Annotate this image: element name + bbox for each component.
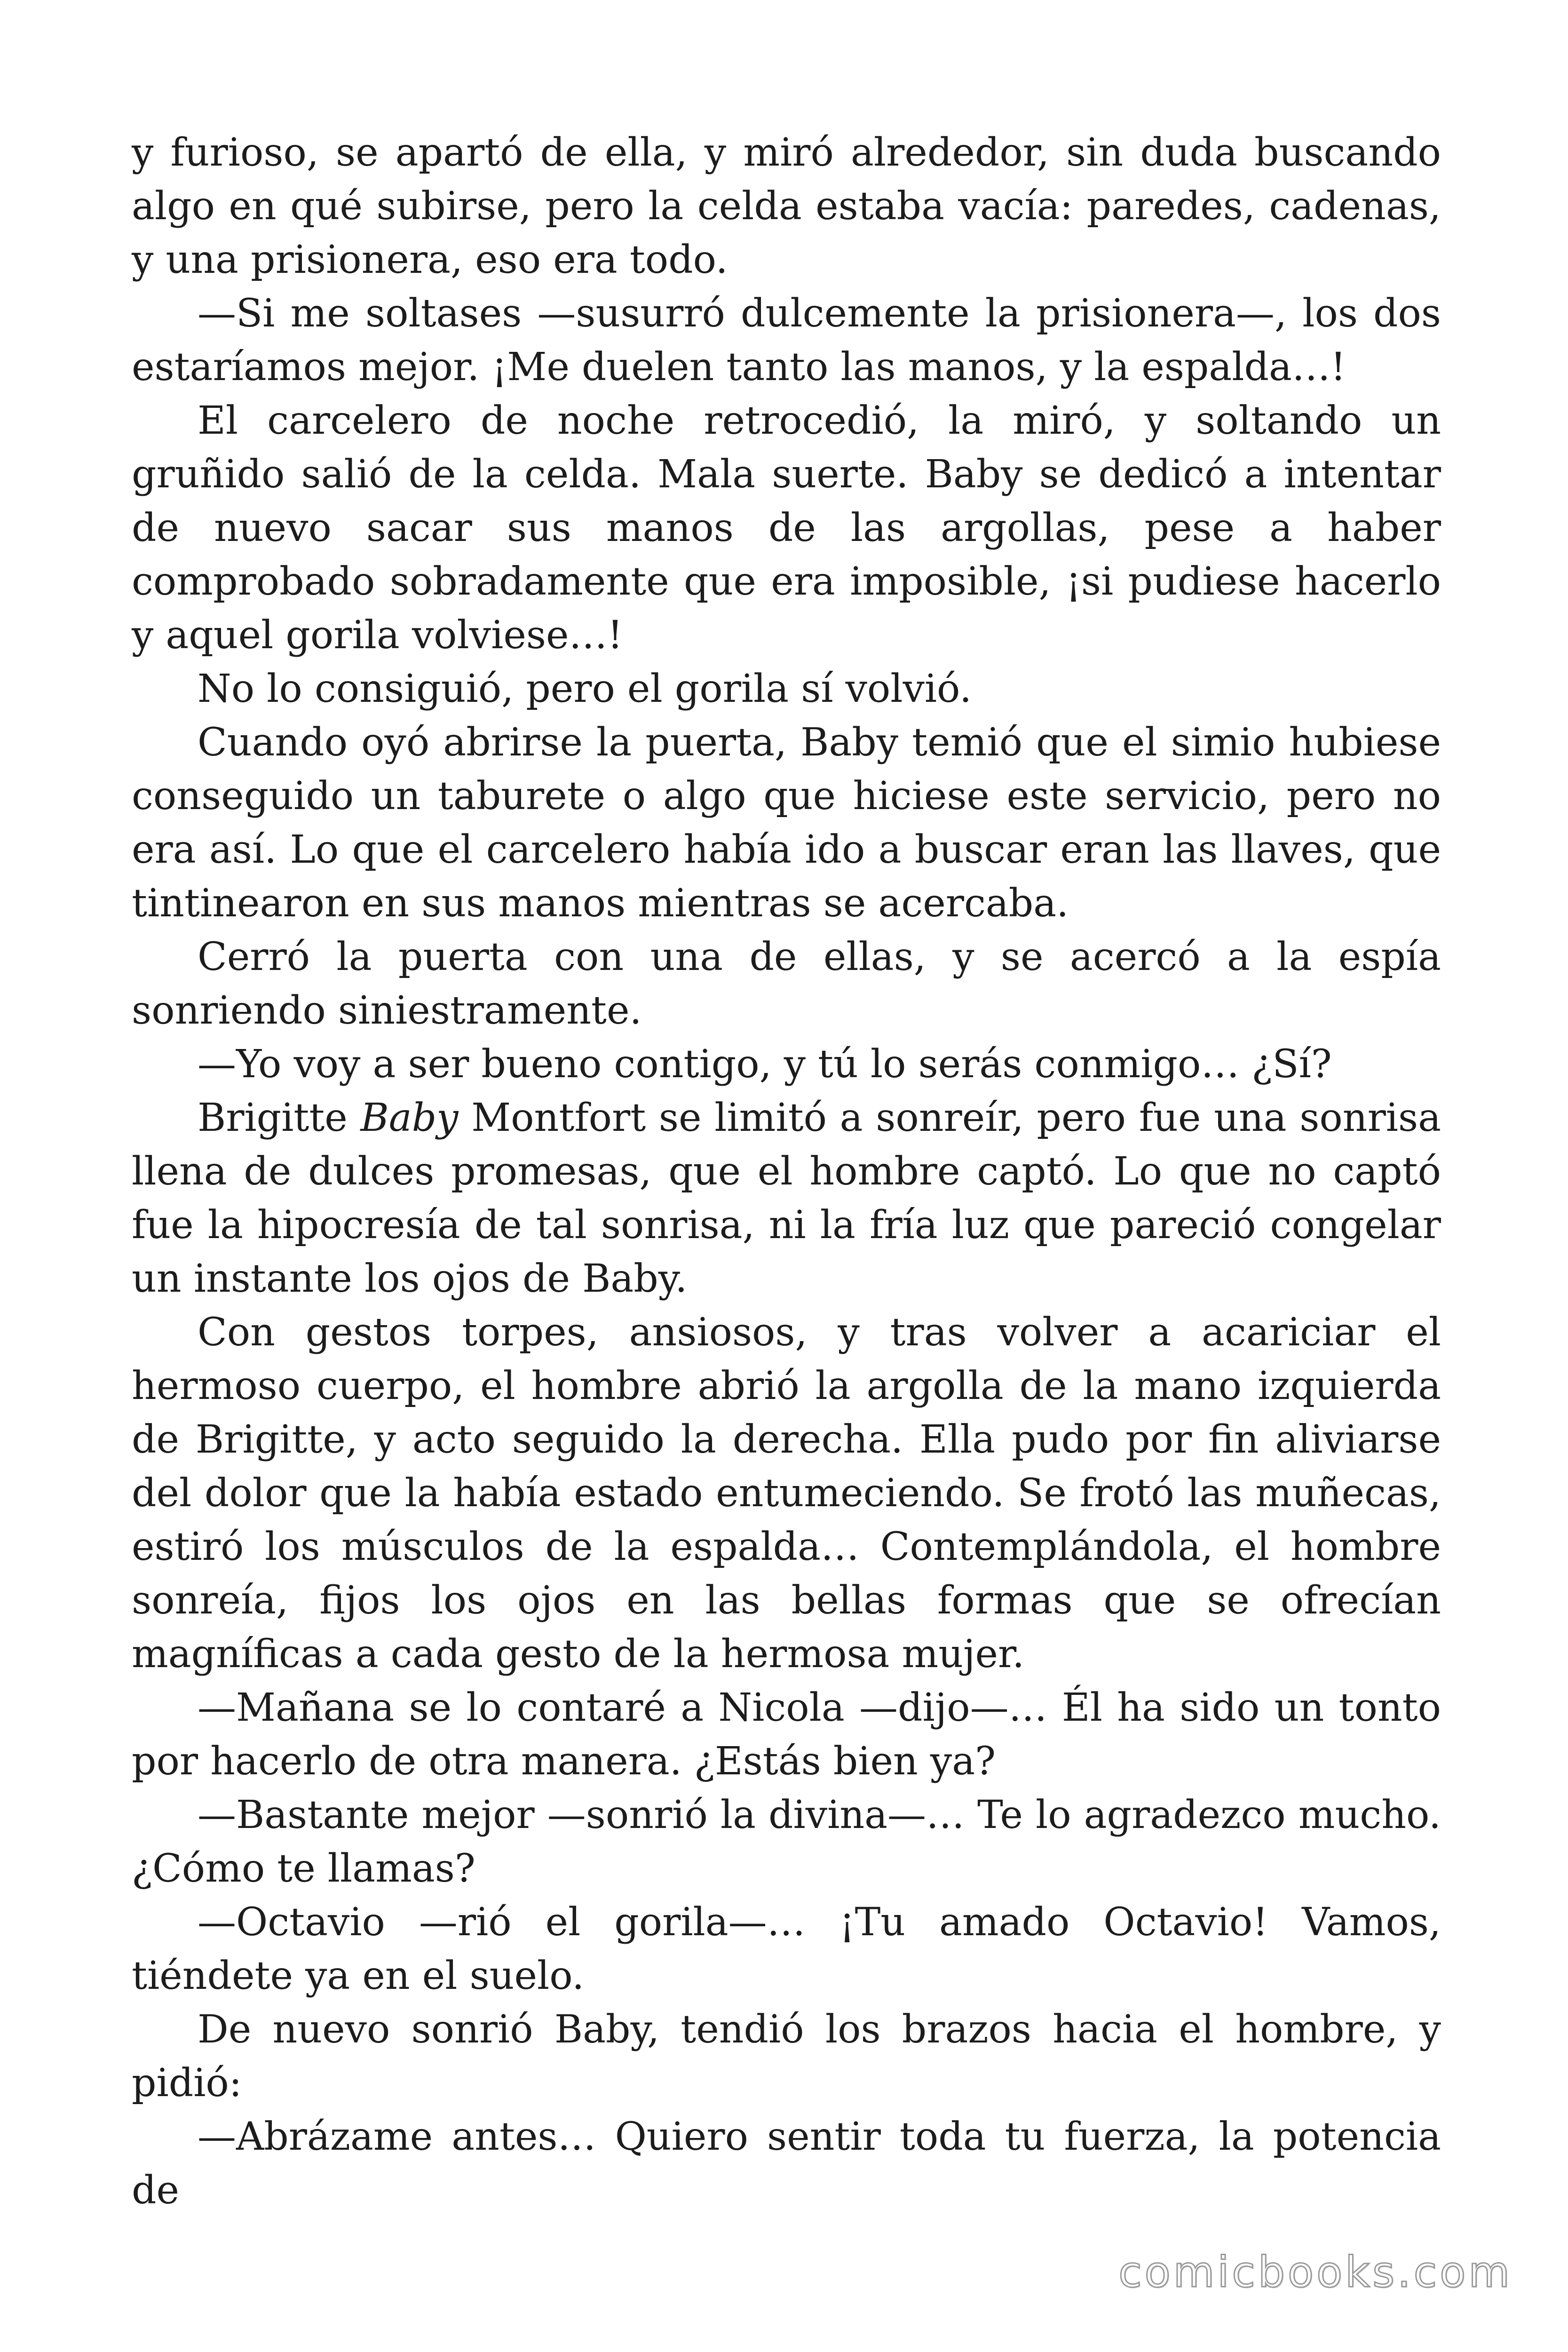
book-page-text bbox=[132, 126, 1441, 2217]
paragraph bbox=[132, 2110, 1441, 2217]
text-segment: —Octavio —rió el gorila—… ¡Tu amado Octavio! Vamos, tiéndete ya en el suelo. bbox=[132, 1900, 1441, 1998]
text-segment: El carcelero de noche retrocedió, la miró, y soltando un gruñido salió de la celda. Mala suerte. Baby se dedicó a intentar de nuevo sacar sus manos de las argollas, pese a haber comprobado sobradamente que era imposible, ¡si pudiese hacerlo y aquel gorila volviese…! bbox=[132, 398, 1441, 658]
text-segment: Cuando oyó abrirse la puerta, Baby temió que el simio hubiese conseguido un taburete o algo que hiciese este servicio, pero no era así. Lo que el carcelero había ido a buscar eran las llaves, que tintinearon en sus manos mientras se acercaba. bbox=[132, 720, 1441, 926]
paragraph bbox=[132, 2003, 1441, 2110]
paragraph bbox=[132, 1788, 1441, 1896]
paragraph bbox=[132, 1038, 1441, 1091]
paragraph bbox=[132, 930, 1441, 1038]
text-segment: —Si me soltases —susurró dulcemente la prisionera—, los dos estaríamos mejor. ¡Me duelen tanto las manos, y la espalda…! bbox=[132, 291, 1441, 389]
paragraph bbox=[132, 662, 1441, 716]
text-segment: y furioso, se apartó de ella, y miró alrededor, sin duda buscando algo en qué subirse, pero la celda estaba vacía: paredes, cadenas, y una prisionera, eso era todo. bbox=[132, 130, 1441, 282]
text-segment: Brigitte bbox=[198, 1096, 361, 1140]
text-segment: Montfort se limitó a sonreír, pero fue una sonrisa llena de dulces promesas, que el hombre captó. Lo que no captó fue la hipocresía de tal sonrisa, ni la fría luz que pareció congelar un instante los ojos de Baby. bbox=[132, 1096, 1441, 1301]
paragraph bbox=[132, 716, 1441, 930]
text-segment: De nuevo sonrió Baby, tendió los brazos hacia el hombre, y pidió: bbox=[132, 2007, 1441, 2106]
italic-text-segment: Baby bbox=[360, 1096, 459, 1140]
paragraph bbox=[132, 1091, 1441, 1306]
paragraph bbox=[132, 394, 1441, 662]
text-segment: —Bastante mejor —sonrió la divina—… Te lo agradezco mucho. ¿Cómo te llamas? bbox=[132, 1793, 1441, 1891]
paragraph bbox=[132, 1681, 1441, 1788]
text-segment: Cerró la puerta con una de ellas, y se acercó a la espía sonriendo siniestramente. bbox=[132, 935, 1441, 1033]
watermark-logo: comicbooks.com bbox=[1118, 2248, 1513, 2297]
text-segment: —Abrázame antes… Quiero sentir toda tu fuerza, la potencia de bbox=[132, 2114, 1441, 2213]
paragraph bbox=[132, 1306, 1441, 1681]
text-segment: No lo consiguió, pero el gorila sí volvió. bbox=[198, 667, 972, 711]
text-segment: Con gestos torpes, ansiosos, y tras volver a acariciar el hermoso cuerpo, el hombre abrió la argolla de la mano izquierda de Brigitte, y acto seguido la derecha. Ella pudo por fin aliviarse del dolor que la había estado entumeciendo. Se frotó las muñecas, estiró los músculos de la espalda… Contemplándola, el hombre sonreía, fijos los ojos en las bellas formas que se ofrecían magníficas a cada gesto de la hermosa mujer. bbox=[132, 1310, 1441, 1677]
paragraph bbox=[132, 287, 1441, 394]
text-segment: —Mañana se lo contaré a Nicola —dijo—… Él ha sido un tonto por hacerlo de otra manera. ¿Estás bien ya? bbox=[132, 1685, 1441, 1784]
paragraph bbox=[132, 126, 1441, 287]
text-segment: —Yo voy a ser bueno contigo, y tú lo serás conmigo… ¿Sí? bbox=[198, 1042, 1332, 1087]
paragraph bbox=[132, 1896, 1441, 2003]
